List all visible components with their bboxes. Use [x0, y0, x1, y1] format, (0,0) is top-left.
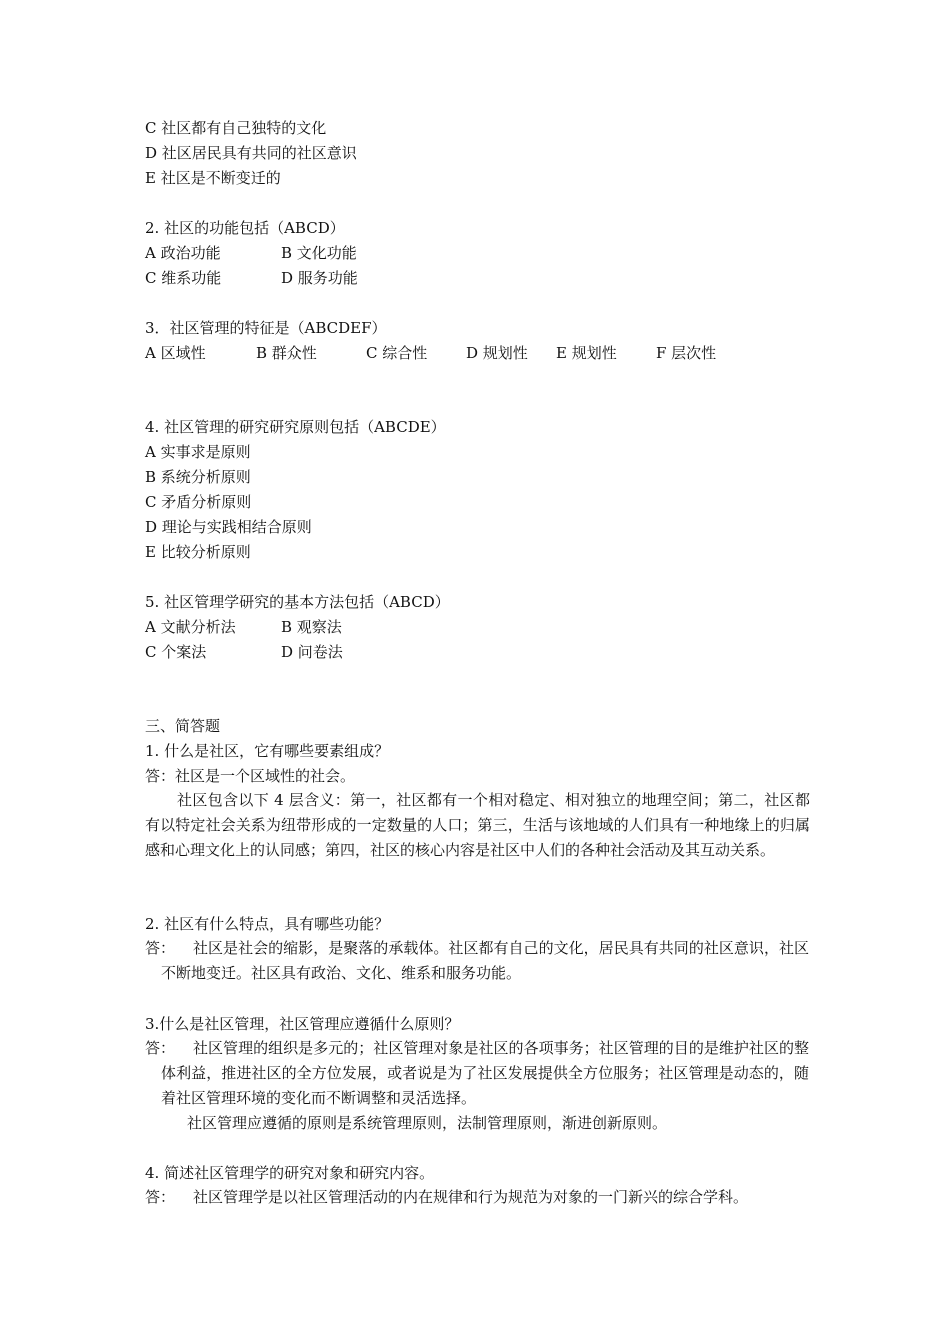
q1-option-e: E 社区是不断变迁的	[145, 169, 281, 187]
s1-answer-paragraph: 社区包含以下 4 层含义：第一，社区都有一个相对稳定、相对独立的地理空间；第二，社区都有以特定社会关系为纽带形成的一定数量的人口；第三，生活与该地域的人们具有一种地缘上的归属感和心理文化上的认同感；第四，社区的核心内容是社区中人们的各种社会活动及其互动关系。	[145, 791, 810, 859]
q4-option-a: A 实事求是原则	[145, 443, 251, 461]
q5-option-b: B 观察法	[281, 618, 342, 636]
q3-option-e: E 规划性	[556, 344, 617, 362]
s3-question: 3.什么是社区管理，社区管理应遵循什么原则？	[145, 1015, 460, 1033]
q2-option-c: C 维系功能	[145, 269, 222, 287]
q4-option-e: E 比较分析原则	[145, 543, 251, 561]
q5-option-a: A 文献分析法	[145, 618, 236, 636]
s3-answer-text: 社区管理的组织是多元的；社区管理对象是社区的各项事务；社区管理的目的是维护社区的整体利益，推进社区的全方位发展，或者说是为了社区发展提供全方位服务；社区管理是动态的，随着社区管理环境的变化而不断调整和灵活选择。	[161, 1039, 809, 1107]
s3-answer-label: 答：	[145, 1039, 176, 1057]
q5-option-c: C 个案法	[145, 643, 207, 661]
q2-option-d: D 服务功能	[281, 269, 358, 287]
q2-stem: 2. 社区的功能包括（ABCD）	[145, 219, 345, 237]
q1-option-d: D 社区居民具有共同的社区意识	[145, 144, 357, 162]
s2-answer-label: 答：	[145, 939, 176, 957]
s2-question: 2. 社区有什么特点，具有哪些功能？	[145, 915, 390, 933]
section-heading: 三、简答题	[145, 717, 221, 735]
q4-stem: 4. 社区管理的研究研究原则包括（ABCDE）	[145, 418, 446, 436]
s4-answer-label: 答：	[145, 1188, 176, 1206]
q5-option-d: D 问卷法	[281, 643, 343, 661]
q4-option-c: C 矛盾分析原则	[145, 493, 252, 511]
q3-stem: 3．社区管理的特征是（ABCDEF）	[145, 319, 387, 337]
s1-answer-line: 答：社区是一个区域性的社会。	[145, 767, 356, 785]
q3-option-f: F 层次性	[656, 344, 717, 362]
q4-option-b: B 系统分析原则	[145, 468, 251, 486]
s4-answer-text: 社区管理学是以社区管理活动的内在规律和行为规范为对象的一门新兴的综合学科。	[193, 1188, 749, 1206]
q4-option-d: D 理论与实践相结合原则	[145, 518, 312, 536]
s1-question: 1. 什么是社区，它有哪些要素组成？	[145, 742, 390, 760]
q3-option-d: D 规划性	[466, 344, 528, 362]
q2-option-b: B 文化功能	[281, 244, 357, 262]
q5-stem: 5. 社区管理学研究的基本方法包括（ABCD）	[145, 593, 450, 611]
s4-question: 4. 简述社区管理学的研究对象和研究内容。	[145, 1164, 435, 1182]
q1-option-c: C 社区都有自己独特的文化	[145, 119, 327, 137]
q3-option-b: B 群众性	[256, 344, 317, 362]
q2-option-a: A 政治功能	[145, 244, 221, 262]
s2-answer-text: 社区是社会的缩影，是聚落的承载体。社区都有自己的文化，居民具有共同的社区意识，社区不断地变迁。社区具有政治、文化、维系和服务功能。	[161, 939, 809, 982]
q3-option-a: A 区域性	[145, 344, 206, 362]
s3-answer-paragraph-2: 社区管理应遵循的原则是系统管理原则，法制管理原则，渐进创新原则。	[187, 1114, 668, 1132]
q3-option-c: C 综合性	[366, 344, 428, 362]
